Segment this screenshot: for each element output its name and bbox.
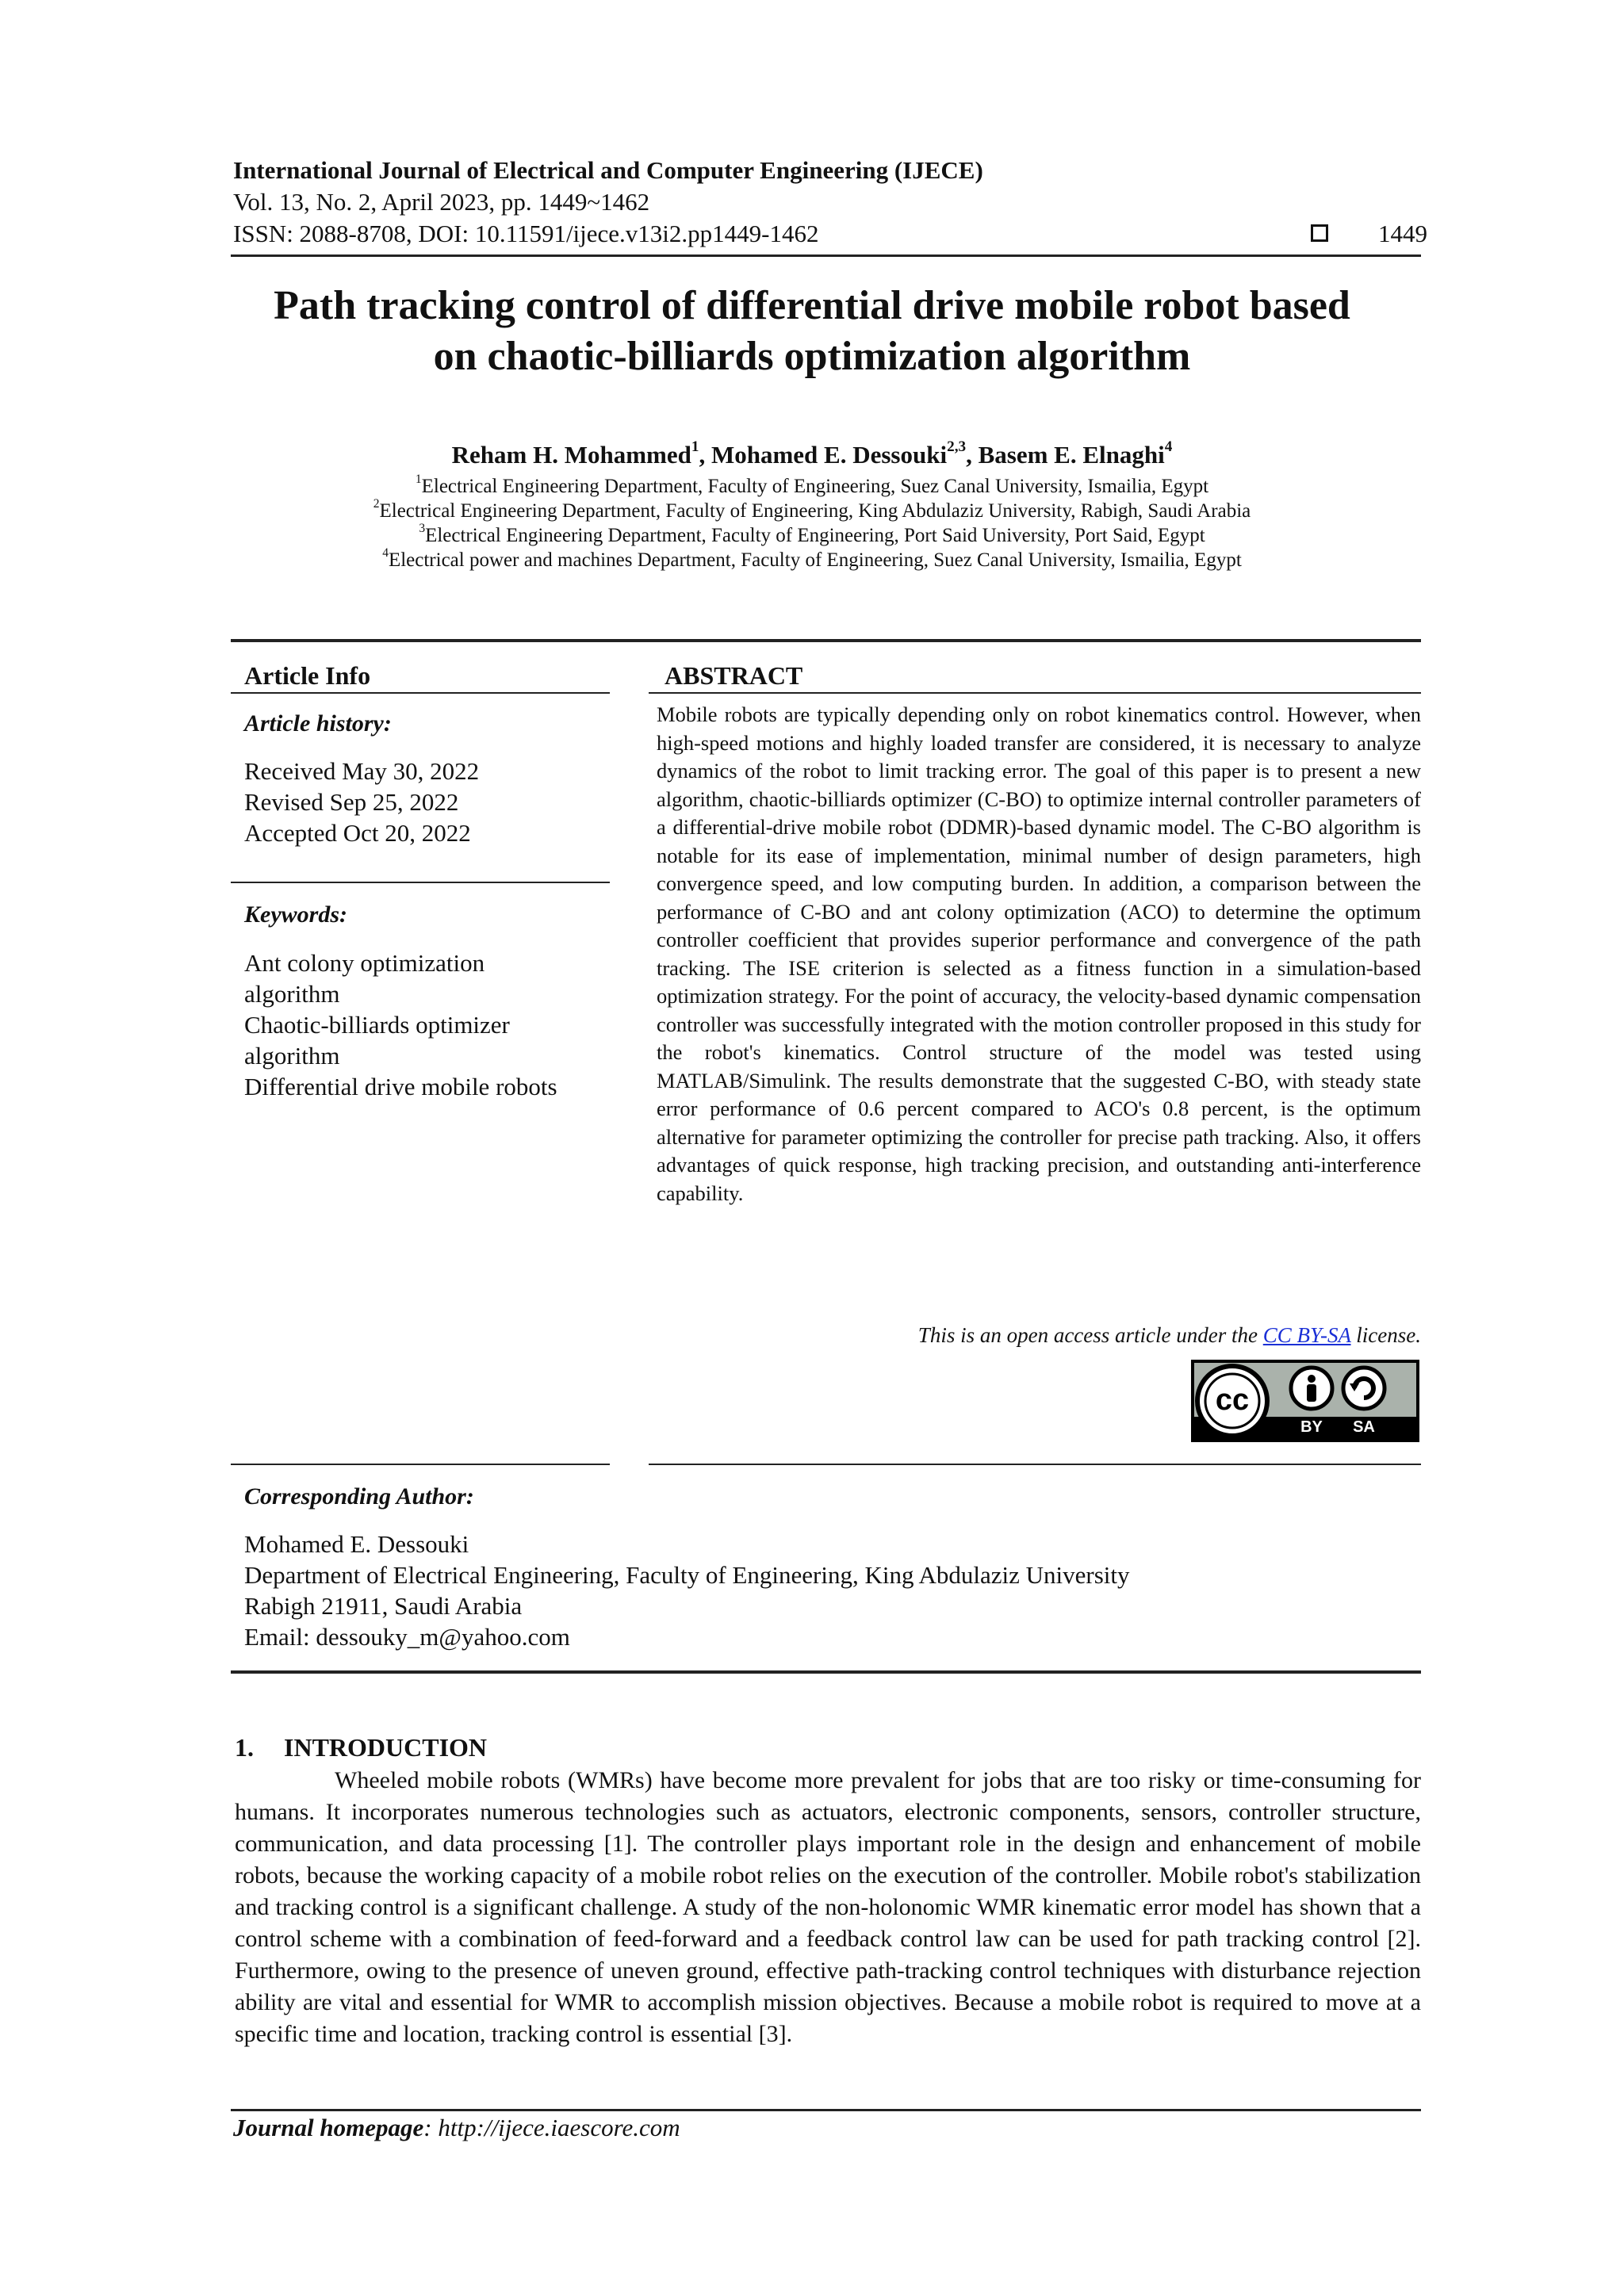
- block-top-rule: [231, 639, 1421, 642]
- affiliations: [127, 474, 1497, 572]
- affiliation-line: [127, 523, 1497, 548]
- section-heading: [235, 1733, 487, 1762]
- abstract-rule: [649, 692, 1421, 694]
- badge-by-text: BY: [1300, 1418, 1323, 1436]
- affiliation-text: Electrical Engineering Department, Faculty of Engineering, Port Said University, Port Said, Egypt: [425, 525, 1205, 546]
- author-name: Basem E. Elnaghi: [978, 441, 1165, 469]
- history-item: Accepted Oct 20, 2022: [244, 819, 471, 847]
- corresponding-line: Department of Electrical Engineering, Faculty of Engineering, King Abdulaziz University: [244, 1561, 1130, 1589]
- journal-name: International Journal of Electrical and Computer Engineering (IJECE): [233, 156, 983, 184]
- info-bottom-rule: [231, 1464, 610, 1465]
- abstract-bottom-rule: [649, 1464, 1421, 1465]
- article-info-heading: Article Info: [244, 661, 371, 690]
- history-list: [244, 756, 479, 848]
- keywords-rule: [231, 882, 610, 883]
- intro-paragraph: Wheeled mobile robots (WMRs) have become more prevalent for jobs that are too risky or time-consuming for humans. It incorporates numerous technologies such as actuators, electronic components, sensors, controller structure, communication, and data processing [1]. The controller plays important role in the design and enhancement of mobile robots, because the working capacity of a mobile robot relies on the execution of the controller. Mobile robot's stabilization and tracking control is a significant challenge. A study of the non-holonomic WMR kinematic error model has shown that a control scheme with a combination of feed-forward and a feedback control law can be used for path tracking control [2]. Furthermore, owing to the presence of uneven ground, effective path-tracking control techniques with disturbance rejection ability are vital and essential for WMR to accomplish mission objectives. Because a mobile robot is required to move at a specific time and location, tracking control is essential [3].: [235, 1767, 1421, 2047]
- author-name: Reham H. Mohammed: [451, 441, 691, 469]
- history-item: Revised Sep 25, 2022: [244, 788, 459, 816]
- author-name: Mohamed E. Dessouki: [710, 441, 948, 469]
- affiliation-line: [127, 474, 1497, 499]
- author-sup: 2,3: [947, 438, 967, 455]
- footer: [233, 2114, 680, 2142]
- footer-label: Journal homepage: [233, 2114, 424, 2141]
- footer-url[interactable]: http://ijece.iaescore.com: [438, 2114, 680, 2141]
- license-prefix: This is an open access article under the: [917, 1323, 1263, 1347]
- page-number: 1449: [1378, 220, 1427, 247]
- cc-by-sa-badge[interactable]: [1191, 1360, 1419, 1442]
- keywords-heading: Keywords:: [244, 901, 347, 928]
- volume-line: Vol. 13, No. 2, April 2023, pp. 1449~1462: [233, 188, 650, 216]
- history-item: Received May 30, 2022: [244, 757, 480, 785]
- checkbox-icon: [1311, 224, 1328, 242]
- corresponding-line: Mohamed E. Dessouki: [244, 1530, 469, 1558]
- history-heading: Article history:: [244, 710, 392, 737]
- footer-separator: :: [423, 2114, 439, 2141]
- corresponding-heading: Corresponding Author:: [244, 1483, 474, 1510]
- section-number: 1.: [235, 1733, 254, 1762]
- affiliation-text: Electrical Engineering Department, Faculty of Engineering, King Abdulaziz University, Rabigh, Saudi Arabia: [379, 500, 1251, 522]
- corresponding-block: [244, 1529, 1130, 1652]
- title-line: on chaotic-billiards optimization algorithm: [433, 334, 1191, 379]
- affiliation-sup: 2: [373, 496, 380, 511]
- author-list: Reham H. Mohammed$^1$, Mohamed E. Dessouki$^{2,3}$, Basem E. Elnaghi$^4$: [451, 438, 1173, 469]
- article-info-rule: [231, 692, 610, 694]
- keyword-line: algorithm: [244, 980, 340, 1008]
- title-line: Path tracking control of differential drive mobile robot based: [274, 283, 1350, 328]
- abstract-heading: ABSTRACT: [665, 661, 803, 690]
- affiliation-sup: 3: [419, 521, 426, 535]
- affiliation-line: [127, 545, 1497, 572]
- license-line: [657, 1323, 1421, 1348]
- affiliation-text: Electrical Engineering Department, Faculty of Engineering, Suez Canal University, Ismailia, Egypt: [421, 476, 1209, 497]
- badge-sa-text: SA: [1353, 1418, 1375, 1436]
- author-sup: 4: [1164, 438, 1173, 455]
- header-rule: [231, 254, 1421, 257]
- license-link[interactable]: CC BY-SA: [1262, 1323, 1351, 1347]
- corresponding-line: Email: dessouky_m@yahoo.com: [244, 1623, 570, 1651]
- abstract-text: Mobile robots are typically depending only on robot kinematics control. However, when high-speed motions and highly loaded transfer are considered, it is necessary to analyze dynamics of the robot to limit tracking error. The goal of this paper is to present a new algorithm, chaotic-billiards optimizer (C-BO) to optimize internal controller parameters of a differential-drive mobile robot (DDMR)-based dynamic model. The C-BO algorithm is notable for its ease of implementation, minimal number of design parameters, high convergence speed, and low computing burden. In addition, a comparison between the performance of C-BO and ant colony optimization (ACO) to determine the optimum controller coefficient that provides superior performance and convergence of the path tracking. The ISE criterion is selected as a fitness function in a simulation-based optimization strategy. For the point of accuracy, the velocity-based dynamic compensation controller was successfully integrated with the motion controller proposed in this study for the robot's kinematics. Control structure of the model was tested using MATLAB/Simulink. The results demonstrate that the suggested C-BO, with steady state error performance of 0.6 percent compared to ACO's 0.8 percent, is the optimum alternative for parameter optimizing the controller for precise path tracking. Also, it offers advantages of quick response, high tracking precision, and outstanding anti-interference capability.: [657, 702, 1421, 1205]
- author-sup: 1: [691, 438, 699, 455]
- section-title: INTRODUCTION: [284, 1733, 488, 1762]
- keyword-line: Ant colony optimization: [244, 949, 485, 977]
- keyword-line: Chaotic-billiards optimizer: [244, 1011, 510, 1039]
- corresponding-line: Rabigh 21911, Saudi Arabia: [244, 1592, 523, 1620]
- keyword-line: Differential drive mobile robots: [244, 1073, 557, 1100]
- affiliation-line: [127, 496, 1497, 523]
- license-suffix: license.: [1350, 1323, 1421, 1347]
- block-bottom-rule: [231, 1670, 1421, 1674]
- paper-title: [127, 281, 1497, 382]
- badge-cc-text: cc: [1215, 1383, 1250, 1417]
- affiliation-sup: 1: [415, 472, 422, 486]
- footer-rule: [231, 2109, 1421, 2111]
- affiliation-sup: 4: [382, 545, 389, 560]
- affiliation-text: Electrical power and machines Department, Faculty of Engineering, Suez Canal University, Ismailia, Egypt: [388, 549, 1242, 571]
- keyword-line: algorithm: [244, 1042, 340, 1070]
- issn-line: ISSN: 2088-8708, DOI: 10.11591/ijece.v13i2.pp1449-1462: [233, 220, 819, 247]
- keywords-list: [244, 947, 557, 1102]
